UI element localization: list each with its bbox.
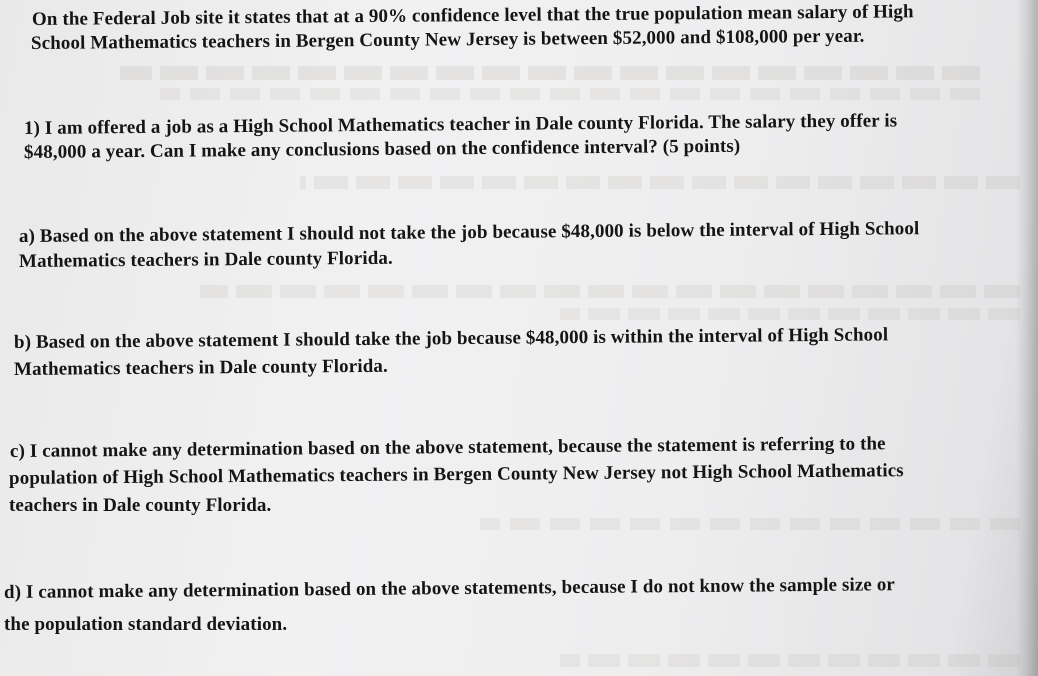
- option-b-line-2[interactable]: Mathematics teachers in Dale county Florida.: [13, 355, 388, 380]
- question-line-2: $48,000 a year. Can I make any conclusions based on the confidence interval? (5 points): [23, 135, 741, 163]
- option-a-line-2[interactable]: Mathematics teachers in Dale county Florida.: [18, 247, 393, 272]
- bleed-through-decor: [200, 285, 1020, 298]
- bleed-through-decor: [160, 88, 980, 100]
- option-c-line-2[interactable]: population of High School Mathematics teachers in Bergen County New Jersey not High School Mathematics: [8, 460, 904, 489]
- bleed-through-decor: [120, 66, 980, 80]
- statement-line-2: School Mathematics teachers in Bergen County New Jersey is between $52,000 and $108,000 per year.: [30, 25, 865, 54]
- option-c-line-3[interactable]: teachers in Dale county Florida.: [9, 495, 272, 516]
- bleed-through-decor: [300, 176, 1020, 189]
- bleed-through-decor: [480, 518, 1020, 530]
- statement-line-1: On the Federal Job site it states that at a 90% confidence level that the true population mean salary of High: [31, 1, 914, 30]
- page-edge-shadow: [1016, 0, 1038, 676]
- bleed-through-decor: [560, 654, 1020, 667]
- option-d-line-1[interactable]: d) I cannot make any determination based on the above statements, because I do not know the sample size or: [3, 574, 895, 603]
- option-b-line-1[interactable]: b) Based on the above statement I should take the job because $48,000 is within the interval of High School: [13, 324, 889, 353]
- question-line-1: 1) I am offered a job as a High School Mathematics teacher in Dale county Florida. The salary they offer is: [23, 110, 898, 139]
- option-a-line-1[interactable]: a) Based on the above statement I should not take the job because $48,000 is below the interval of High School: [18, 218, 920, 247]
- bleed-through-decor: [560, 308, 1020, 320]
- option-d-line-2[interactable]: the population standard deviation.: [4, 614, 288, 635]
- option-c-line-1[interactable]: c) I cannot make any determination based on the above statement, because the statement is referring to the: [9, 433, 886, 462]
